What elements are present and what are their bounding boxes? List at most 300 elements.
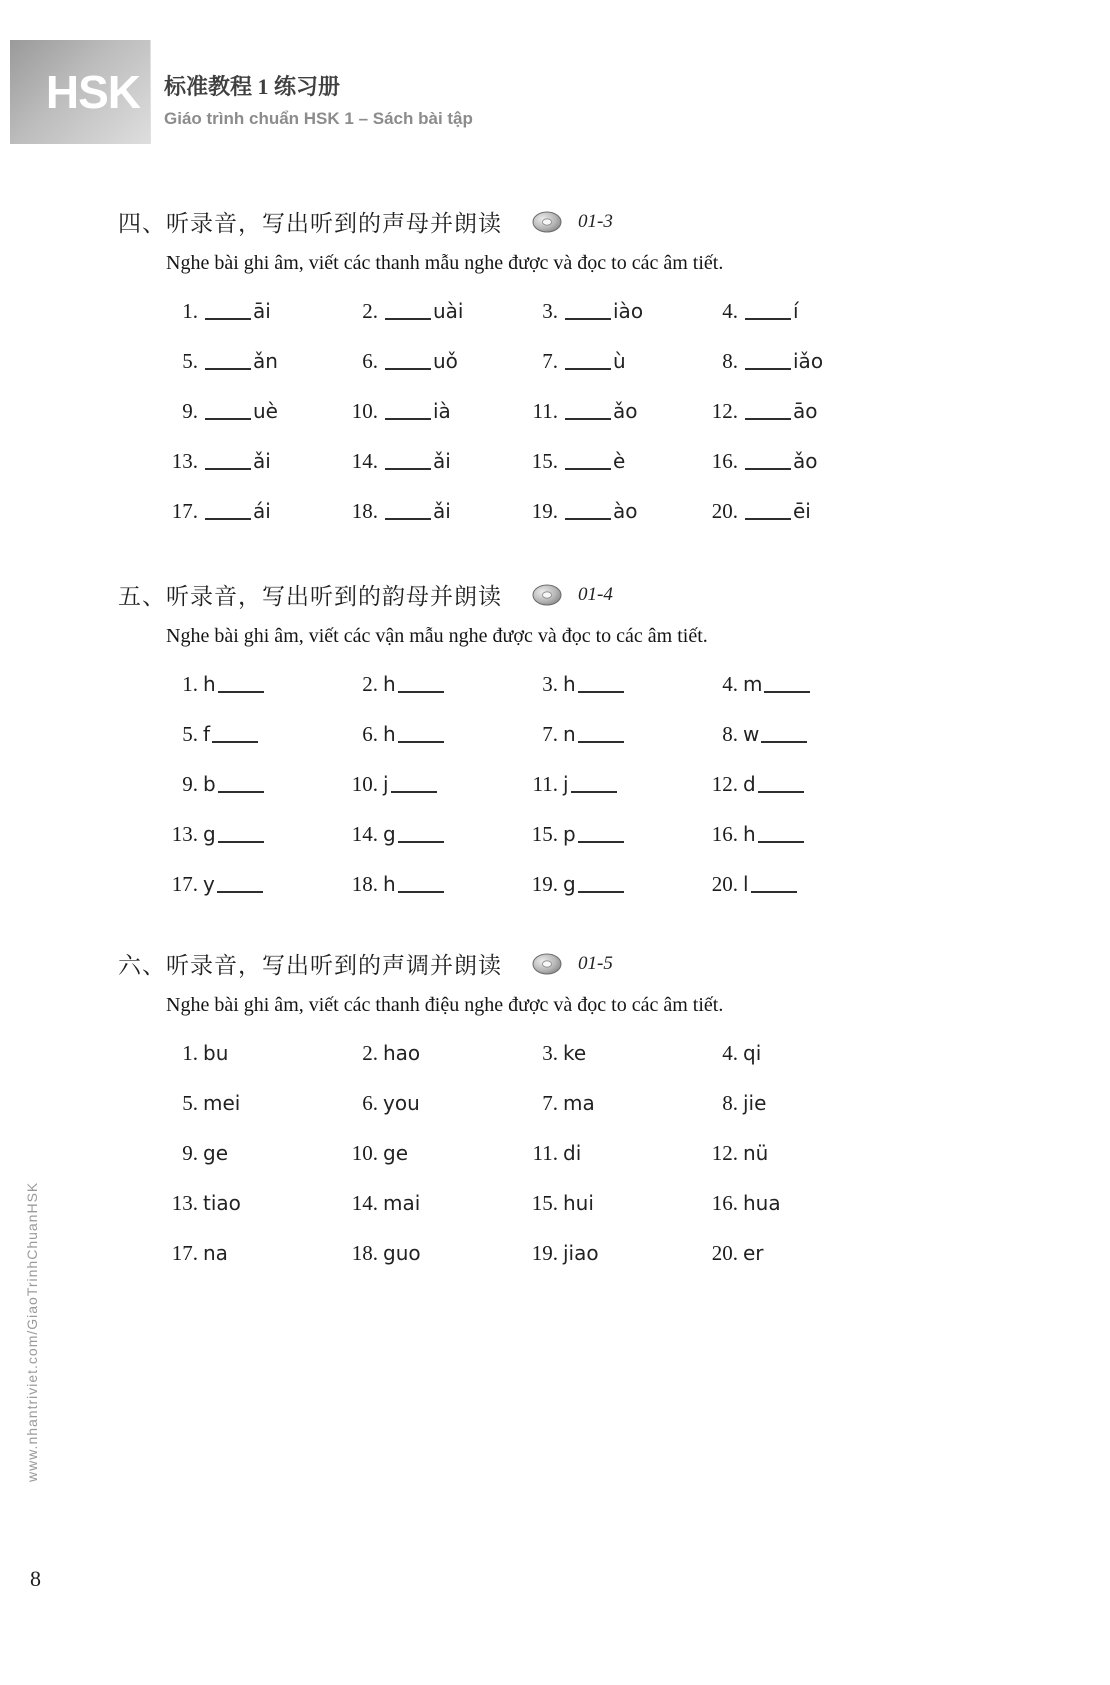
item-number: 15. — [531, 822, 558, 846]
item-content — [203, 1191, 241, 1215]
item-initial: l — [743, 872, 749, 896]
item-content — [203, 872, 265, 896]
item-syllable: guo — [383, 1241, 421, 1265]
exercise-item — [520, 872, 700, 900]
answer-blank — [761, 739, 807, 743]
item-number: 6. — [362, 722, 378, 746]
exercise-item — [340, 1141, 520, 1169]
hsk-logo-text: HSK — [45, 66, 140, 118]
item-number: 1. — [182, 672, 198, 696]
item-content — [383, 772, 439, 796]
item-content — [203, 499, 271, 523]
section-number: 四、 — [118, 211, 166, 236]
item-syllable: mei — [203, 1091, 241, 1115]
exercise-item — [340, 822, 520, 850]
exercise-item — [520, 349, 700, 377]
exercise-item — [160, 1191, 340, 1219]
answer-blank — [764, 689, 810, 693]
item-content — [203, 299, 271, 323]
answer-blank — [385, 466, 431, 470]
exercise-item — [520, 499, 700, 527]
item-final: ù — [613, 349, 626, 373]
item-syllable: mai — [383, 1191, 421, 1215]
item-number: 6. — [362, 349, 378, 373]
item-number: 4. — [722, 1041, 738, 1065]
audio-track-label: 01-4 — [578, 583, 613, 605]
items-grid — [160, 672, 1018, 922]
section-instruction-cn: 听录音，写出听到的韵母并朗读 — [166, 584, 502, 609]
item-initial: b — [203, 772, 216, 796]
item-final: ēi — [793, 499, 811, 523]
item-initial: p — [563, 822, 576, 846]
item-content — [203, 672, 266, 696]
exercise-item — [520, 299, 700, 327]
exercise-item — [340, 672, 520, 700]
item-final: è — [613, 449, 626, 473]
section-header — [118, 205, 1018, 238]
item-content — [563, 1191, 594, 1215]
item-syllable: you — [383, 1091, 420, 1115]
item-number: 13. — [171, 449, 198, 473]
section-title — [118, 947, 502, 980]
answer-blank — [217, 889, 263, 893]
answer-blank — [385, 416, 431, 420]
item-initial: f — [203, 722, 211, 746]
exercise-item — [340, 1041, 520, 1069]
items-grid — [160, 1041, 1018, 1291]
cd-icon — [530, 952, 564, 976]
item-number: 19. — [531, 872, 558, 896]
exercise-item — [520, 1191, 700, 1219]
item-content — [383, 1041, 420, 1065]
book-title-vietnamese: Giáo trình chuẩn HSK 1 – Sách bài tập — [164, 109, 473, 128]
item-content — [743, 1241, 764, 1265]
item-initial: w — [743, 722, 760, 746]
item-number: 4. — [722, 299, 738, 323]
page-header — [10, 40, 473, 144]
answer-blank — [745, 466, 791, 470]
answer-blank — [745, 416, 791, 420]
item-content — [743, 399, 818, 423]
item-initial: n — [563, 722, 576, 746]
item-content — [203, 1241, 228, 1265]
item-number: 20. — [711, 499, 738, 523]
answer-blank — [205, 366, 251, 370]
item-syllable: hui — [563, 1191, 594, 1215]
item-number: 12. — [711, 399, 738, 423]
item-content — [563, 1141, 581, 1165]
item-content — [383, 1191, 420, 1215]
exercise-item — [160, 672, 340, 700]
answer-blank — [758, 789, 804, 793]
item-initial: m — [743, 672, 763, 696]
item-syllable: na — [203, 1241, 228, 1265]
answer-blank — [218, 689, 264, 693]
page-number: 8 — [30, 1566, 41, 1591]
item-number: 17. — [171, 1241, 198, 1265]
item-number: 19. — [531, 1241, 558, 1265]
item-syllable: ge — [383, 1141, 408, 1165]
item-content — [203, 722, 260, 746]
section-title — [118, 205, 502, 238]
item-content — [383, 299, 464, 323]
exercise-item — [700, 772, 880, 800]
item-content — [563, 1241, 599, 1265]
item-number: 8. — [722, 349, 738, 373]
item-syllable: ge — [203, 1141, 228, 1165]
item-number: 13. — [171, 822, 198, 846]
item-initial: g — [203, 822, 216, 846]
answer-blank — [205, 516, 251, 520]
item-number: 16. — [711, 1191, 738, 1215]
exercise-item — [160, 399, 340, 427]
answer-blank — [398, 889, 444, 893]
exercise-item — [700, 872, 880, 900]
exercise-item — [160, 299, 340, 327]
item-content — [743, 822, 806, 846]
cd-icon — [530, 583, 564, 607]
item-number: 6. — [362, 1091, 378, 1115]
item-number: 17. — [171, 499, 198, 523]
item-content — [743, 449, 818, 473]
item-content — [383, 499, 451, 523]
item-number: 9. — [182, 1141, 198, 1165]
item-content — [743, 872, 799, 896]
answer-blank — [745, 366, 791, 370]
item-content — [383, 1091, 420, 1115]
exercise-item — [520, 822, 700, 850]
section-instruction-cn: 听录音，写出听到的声调并朗读 — [166, 953, 502, 978]
item-content — [743, 1041, 761, 1065]
item-syllable: bu — [203, 1041, 229, 1065]
item-content — [383, 399, 451, 423]
item-final: uǒ — [433, 349, 458, 373]
item-content — [563, 1091, 595, 1115]
exercise-item — [700, 1091, 880, 1119]
exercise-item — [520, 672, 700, 700]
item-final: í — [793, 299, 799, 323]
header-titles — [150, 40, 473, 144]
section-subtitle-vi: Nghe bài ghi âm, viết các thanh mẫu nghe được và đọc to các âm tiết. — [166, 252, 724, 274]
item-number: 11. — [532, 772, 558, 796]
item-number: 1. — [182, 1041, 198, 1065]
item-content — [383, 349, 458, 373]
exercise-item — [160, 349, 340, 377]
exercise-item — [700, 822, 880, 850]
item-content — [563, 672, 626, 696]
item-final: uài — [433, 299, 464, 323]
exercise-item — [160, 1141, 340, 1169]
item-content — [563, 399, 638, 423]
item-number: 12. — [711, 772, 738, 796]
item-syllable: jie — [743, 1091, 767, 1115]
item-number: 10. — [351, 1141, 378, 1165]
answer-blank — [212, 739, 258, 743]
exercise-item — [340, 1241, 520, 1269]
item-content — [203, 1141, 228, 1165]
exercise-item — [520, 449, 700, 477]
item-content — [203, 772, 266, 796]
item-content — [203, 1091, 240, 1115]
answer-blank — [385, 366, 431, 370]
exercise-item — [340, 872, 520, 900]
item-number: 3. — [542, 299, 558, 323]
item-initial: h — [383, 872, 396, 896]
item-number: 8. — [722, 722, 738, 746]
item-content — [563, 499, 638, 523]
answer-blank — [205, 466, 251, 470]
item-final: ǎi — [433, 499, 451, 523]
item-initial: j — [383, 772, 389, 796]
item-content — [383, 672, 446, 696]
item-syllable: ma — [563, 1091, 595, 1115]
item-number: 11. — [532, 399, 558, 423]
answer-blank — [398, 839, 444, 843]
exercise-item — [700, 1191, 880, 1219]
section-subtitle-vi: Nghe bài ghi âm, viết các thanh điệu nghe được và đọc to các âm tiết. — [166, 994, 724, 1016]
answer-blank — [578, 689, 624, 693]
exercise-item — [160, 1041, 340, 1069]
item-content — [563, 822, 626, 846]
item-initial: h — [203, 672, 216, 696]
item-content — [743, 672, 812, 696]
item-initial: h — [383, 672, 396, 696]
exercise-item — [340, 349, 520, 377]
item-syllable: di — [563, 1141, 582, 1165]
section-number: 五、 — [118, 584, 166, 609]
cd-icon — [530, 210, 564, 234]
item-number: 9. — [182, 399, 198, 423]
item-syllable: tiao — [203, 1191, 241, 1215]
exercise-item — [700, 349, 880, 377]
item-content — [563, 1041, 586, 1065]
item-final: ià — [433, 399, 451, 423]
section-instruction-cn: 听录音，写出听到的声母并朗读 — [166, 211, 502, 236]
section-subtitle-vi: Nghe bài ghi âm, viết các vận mẫu nghe được và đọc to các âm tiết. — [166, 625, 708, 647]
item-number: 16. — [711, 822, 738, 846]
item-number: 12. — [711, 1141, 738, 1165]
exercise-item — [160, 872, 340, 900]
exercise-item — [700, 499, 880, 527]
item-final: iǎo — [793, 349, 824, 373]
answer-blank — [758, 839, 804, 843]
item-initial: y — [203, 872, 215, 896]
item-final: āo — [793, 399, 818, 423]
section-4 — [118, 205, 1018, 549]
exercise-item — [340, 299, 520, 327]
item-final: uè — [253, 399, 278, 423]
item-final: āi — [253, 299, 271, 323]
item-number: 15. — [531, 449, 558, 473]
item-number: 18. — [351, 1241, 378, 1265]
item-content — [383, 1241, 421, 1265]
answer-blank — [565, 366, 611, 370]
item-syllable: jiao — [563, 1241, 599, 1265]
item-number: 3. — [542, 1041, 558, 1065]
item-number: 2. — [362, 299, 378, 323]
item-number: 20. — [711, 1241, 738, 1265]
book-title-chinese: 标准教程 1 练习册 — [164, 74, 341, 99]
item-content — [743, 349, 823, 373]
item-content — [563, 349, 626, 373]
exercise-item — [160, 449, 340, 477]
item-syllable: qi — [743, 1041, 762, 1065]
item-content — [563, 772, 619, 796]
answer-blank — [565, 466, 611, 470]
item-number: 11. — [532, 1141, 558, 1165]
item-content — [203, 449, 271, 473]
exercise-item — [520, 1241, 700, 1269]
exercise-item — [520, 1141, 700, 1169]
exercise-item — [160, 772, 340, 800]
item-number: 5. — [182, 349, 198, 373]
answer-blank — [205, 316, 251, 320]
item-content — [383, 872, 446, 896]
exercise-item — [520, 1041, 700, 1069]
item-number: 7. — [542, 722, 558, 746]
answer-blank — [565, 516, 611, 520]
item-final: ào — [613, 499, 638, 523]
answer-blank — [205, 416, 251, 420]
exercise-item — [160, 499, 340, 527]
watermark-url: www.nhantriviet.com/GiaoTrinhChuanHSK — [24, 1181, 40, 1482]
exercise-item — [160, 822, 340, 850]
exercise-item — [160, 1091, 340, 1119]
answer-blank — [571, 789, 617, 793]
item-syllable: hua — [743, 1191, 781, 1215]
item-initial: h — [383, 722, 396, 746]
answer-blank — [385, 516, 431, 520]
item-initial: g — [383, 822, 396, 846]
item-content — [383, 822, 446, 846]
item-number: 20. — [711, 872, 738, 896]
item-number: 9. — [182, 772, 198, 796]
section-number: 六、 — [118, 953, 166, 978]
item-syllable: hao — [383, 1041, 421, 1065]
item-number: 2. — [362, 1041, 378, 1065]
item-number: 15. — [531, 1191, 558, 1215]
item-content — [563, 722, 626, 746]
item-number: 10. — [351, 772, 378, 796]
exercise-item — [340, 722, 520, 750]
answer-blank — [218, 789, 264, 793]
answer-blank — [565, 416, 611, 420]
exercise-item — [700, 1241, 880, 1269]
item-initial: d — [743, 772, 756, 796]
answer-blank — [391, 789, 437, 793]
exercise-item — [520, 722, 700, 750]
section-6 — [118, 947, 1018, 1291]
exercise-item — [340, 1091, 520, 1119]
exercise-item — [700, 1041, 880, 1069]
items-grid — [160, 299, 1018, 549]
answer-blank — [565, 316, 611, 320]
item-content — [563, 299, 643, 323]
answer-blank — [745, 316, 791, 320]
item-number: 19. — [531, 499, 558, 523]
item-number: 3. — [542, 672, 558, 696]
exercise-item — [700, 449, 880, 477]
item-content — [743, 772, 806, 796]
exercise-item — [520, 772, 700, 800]
exercise-item — [700, 399, 880, 427]
item-number: 7. — [542, 349, 558, 373]
exercise-item — [700, 1141, 880, 1169]
item-content — [383, 722, 446, 746]
answer-blank — [745, 516, 791, 520]
audio-track-label: 01-3 — [578, 210, 613, 232]
answer-blank — [578, 839, 624, 843]
item-content — [203, 1041, 228, 1065]
item-number: 5. — [182, 1091, 198, 1115]
section-5 — [118, 578, 1018, 922]
exercise-item — [340, 499, 520, 527]
item-number: 18. — [351, 499, 378, 523]
exercise-item — [160, 722, 340, 750]
item-initial: h — [743, 822, 756, 846]
item-number: 17. — [171, 872, 198, 896]
item-content — [743, 499, 811, 523]
item-number: 1. — [182, 299, 198, 323]
answer-blank — [398, 689, 444, 693]
item-number: 10. — [351, 399, 378, 423]
section-header — [118, 947, 1018, 980]
item-initial: g — [563, 872, 576, 896]
item-number: 5. — [182, 722, 198, 746]
item-final: iào — [613, 299, 644, 323]
item-number: 14. — [351, 822, 378, 846]
item-initial: h — [563, 672, 576, 696]
item-number: 14. — [351, 1191, 378, 1215]
item-number: 4. — [722, 672, 738, 696]
item-final: ǎi — [433, 449, 451, 473]
item-initial: j — [563, 772, 569, 796]
item-final: ǎo — [613, 399, 638, 423]
item-number: 2. — [362, 672, 378, 696]
item-number: 7. — [542, 1091, 558, 1115]
item-content — [563, 872, 626, 896]
exercise-item — [160, 1241, 340, 1269]
item-content — [203, 399, 278, 423]
item-syllable: nü — [743, 1141, 769, 1165]
exercise-item — [700, 299, 880, 327]
item-final: ǎi — [253, 449, 271, 473]
item-syllable: ke — [563, 1041, 587, 1065]
item-number: 13. — [171, 1191, 198, 1215]
item-number: 18. — [351, 872, 378, 896]
item-content — [743, 1191, 781, 1215]
exercise-item — [700, 672, 880, 700]
exercise-item — [520, 1091, 700, 1119]
item-final: ǎo — [793, 449, 818, 473]
item-number: 16. — [711, 449, 738, 473]
item-content — [563, 449, 625, 473]
item-content — [203, 349, 278, 373]
exercise-item — [340, 1191, 520, 1219]
answer-blank — [398, 739, 444, 743]
item-content — [743, 1091, 766, 1115]
item-number: 14. — [351, 449, 378, 473]
exercise-item — [700, 722, 880, 750]
item-syllable: er — [743, 1241, 764, 1265]
item-final: ái — [253, 499, 271, 523]
exercise-item — [340, 449, 520, 477]
item-content — [743, 1141, 768, 1165]
answer-blank — [218, 839, 264, 843]
hsk-logo — [10, 40, 150, 144]
exercise-item — [340, 772, 520, 800]
section-title — [118, 578, 502, 611]
